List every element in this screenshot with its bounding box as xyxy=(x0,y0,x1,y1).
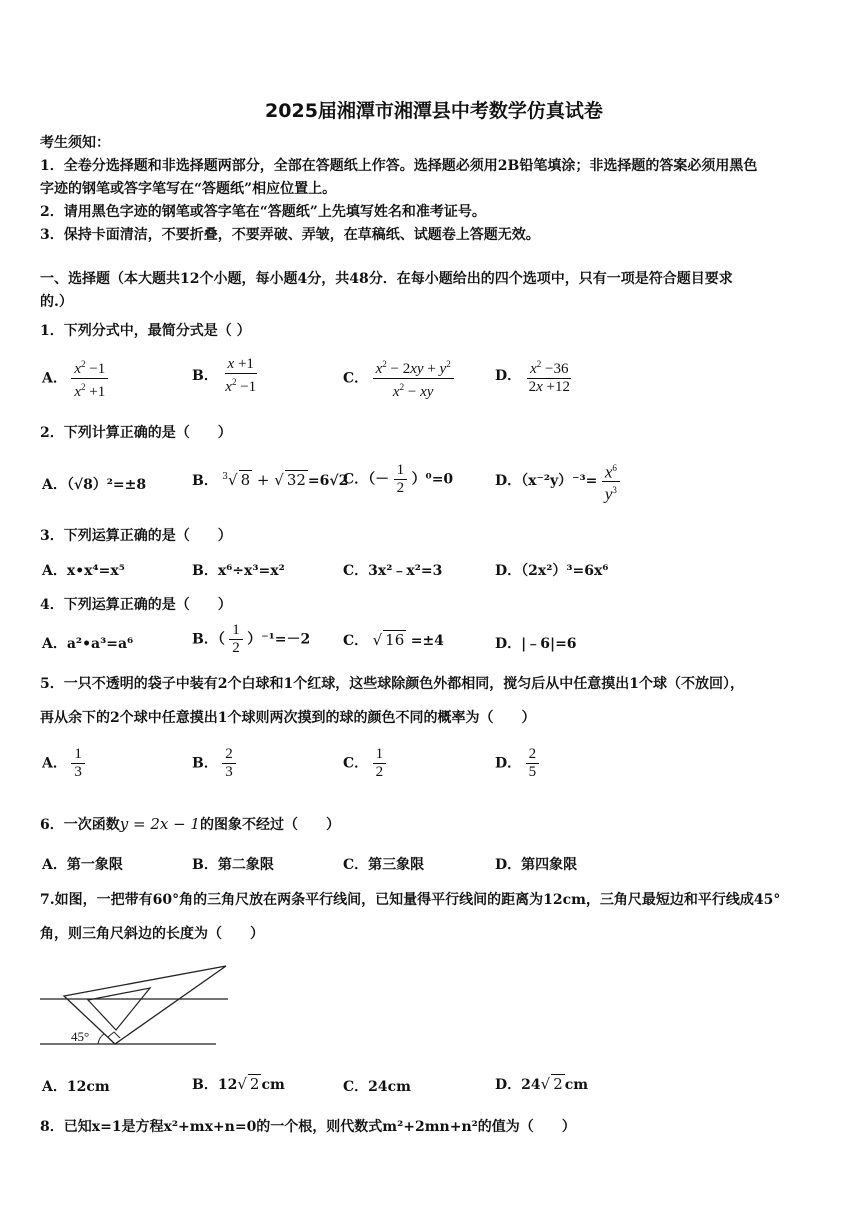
triangle-ruler-inner xyxy=(88,988,150,1030)
notice-item-2: 2．请用黑色字迹的钢笔或答字笔在“答题纸”上先填写姓名和准考证号。 xyxy=(40,204,486,220)
angle-arc xyxy=(98,1034,104,1044)
fraction: $\frac{2}{5}$ xyxy=(526,746,540,781)
right-angle-mark xyxy=(108,1032,120,1038)
question-4-option-b: B．（ $\frac{1}{2}$ ）⁻¹=－2 xyxy=(192,622,311,656)
fraction: $\frac{2}{3}$ xyxy=(222,746,236,781)
question-7-option-b: B．12√ 2 cm xyxy=(192,1075,285,1093)
question-3-stem: 3．下列运算正确的是（ ） xyxy=(40,528,232,544)
fraction: $\frac{1}{2}$ xyxy=(229,622,243,657)
question-3-option-b: B．x⁶÷x³=x² xyxy=(192,563,285,579)
question-6-option-c: C．第三象限 xyxy=(343,857,425,873)
fraction: $\frac{x +1}{x^2 -1}$ xyxy=(225,356,257,395)
question-6-option-d: D．第四象限 xyxy=(495,857,578,873)
question-7-option-a: A．12cm xyxy=(42,1079,110,1095)
question-3-option-c: C．3x²﹣x²=3 xyxy=(343,563,443,579)
notice-item-1: 1．全卷分选择题和非选择题两部分，全部在答题纸上作答。选择题必须用2B铅笔填涂；非选择题的答案必须用黑色 xyxy=(40,158,758,174)
fraction: $\frac{1}{2}$ xyxy=(394,462,408,497)
question-4-option-d: D．|﹣6|=6 xyxy=(495,636,577,652)
notice-item-1-cont: 字迹的钢笔或答字笔写在“答题纸”相应位置上。 xyxy=(40,181,337,197)
question-3-option-d: D．（2x²）³=6x⁶ xyxy=(495,563,609,579)
question-1-option-a: A． $\frac{x^2 -1}{x^2 +1}$ xyxy=(42,356,108,401)
triangle-ruler-figure xyxy=(40,958,230,1054)
section-heading: 一、选择题（本大题共12个小题，每小题4分，共48分．在每小题给出的四个选项中，只有一项是符合题目要求 xyxy=(40,271,733,287)
question-6-option-a: A．第一象限 xyxy=(42,857,123,873)
question-5-stem-cont: 再从余下的2个球中任意摸出1个球则两次摸到的球的颜色不同的概率为（ ） xyxy=(40,710,536,726)
question-5-option-c: C． $\frac{1}{2}$ xyxy=(343,746,386,781)
question-6-option-b: B．第二象限 xyxy=(192,857,274,873)
question-1-option-d: D． $\frac{x^2 -36}{2x +12}$ xyxy=(495,356,573,396)
question-2-option-c: C．（－ $\frac{1}{2}$ ）⁰=0 xyxy=(343,462,454,496)
question-5-stem: 5．一只不透明的袋子中装有2个白球和1个红球，这些球除颜色外都相同，搅匀后从中任意摸出1个球（不放回）， xyxy=(40,676,744,692)
question-4-option-a: A．a²•a³=a⁶ xyxy=(42,636,134,652)
question-2-option-a: A．（√8）²=±8 xyxy=(42,477,147,493)
question-1-stem: 1．下列分式中，最简分式是（ ） xyxy=(40,323,251,339)
notice-item-3: 3．保持卡面清洁，不要折叠，不要弄破、弄皱，在草稿纸、试题卷上答题无效。 xyxy=(40,227,540,243)
question-5-option-b: B． $\frac{2}{3}$ xyxy=(192,746,236,781)
angle-label: 45° xyxy=(71,1029,90,1044)
question-6-stem: 6．一次函数y = 2x − 1的图象不经过（ ） xyxy=(40,815,340,833)
notice-heading: 考生须知： xyxy=(40,135,110,151)
question-2-option-d: D．（x⁻²y）⁻³= $\frac{x^6}{y^3}$ xyxy=(495,460,620,502)
question-5-option-a: A． $\frac{1}{3}$ xyxy=(42,746,85,781)
fraction: $\frac{x^2 -1}{x^2 +1}$ xyxy=(71,356,108,401)
question-3-option-a: A．x•x⁴=x⁵ xyxy=(42,563,125,579)
question-2-stem: 2．下列计算正确的是（ ） xyxy=(40,425,232,441)
fraction: $\frac{1}{2}$ xyxy=(373,746,387,781)
fraction: $\frac{1}{3}$ xyxy=(71,746,85,781)
question-5-option-d: D． $\frac{2}{5}$ xyxy=(495,746,539,781)
question-7-stem: 7.如图，一把带有60°角的三角尺放在两条平行线间，已知量得平行线间的距离为12cm，三角尺最短边和平行线成45° xyxy=(40,892,781,908)
question-7-option-d: D．24√ 2 cm xyxy=(495,1075,589,1093)
fraction: $\frac{x^2 - 2xy + y^2}{x^2 - xy}$ xyxy=(373,356,454,401)
question-1-option-b: B． $\frac{x +1}{x^2 -1}$ xyxy=(192,356,259,396)
question-4-option-c: C． √ 16 =±4 xyxy=(343,631,444,649)
page-title: 2025届湘潭市湘潭县中考数学仿真试卷 xyxy=(265,100,603,122)
fraction: $\frac{x^2 -36}{2x +12}$ xyxy=(526,356,573,396)
question-7-stem-cont: 角，则三角尺斜边的长度为（ ） xyxy=(40,926,264,942)
question-8-stem: 8．已知x=1是方程x²+mx+n=0的一个根，则代数式m²+2mn+n²的值为（ ） xyxy=(40,1119,576,1135)
question-4-stem: 4．下列运算正确的是（ ） xyxy=(40,597,232,613)
section-heading-cont: 的.） xyxy=(40,294,73,310)
fraction: $\frac{x^6}{y^3}$ xyxy=(602,460,620,502)
question-1-option-c: C． $\frac{x^2 - 2xy + y^2}{x^2 - xy}$ xyxy=(343,356,454,401)
question-7-option-c: C．24cm xyxy=(343,1079,411,1095)
question-2-option-b: B． $^3$√ 8 + √ 32 =6√2 xyxy=(192,471,349,489)
